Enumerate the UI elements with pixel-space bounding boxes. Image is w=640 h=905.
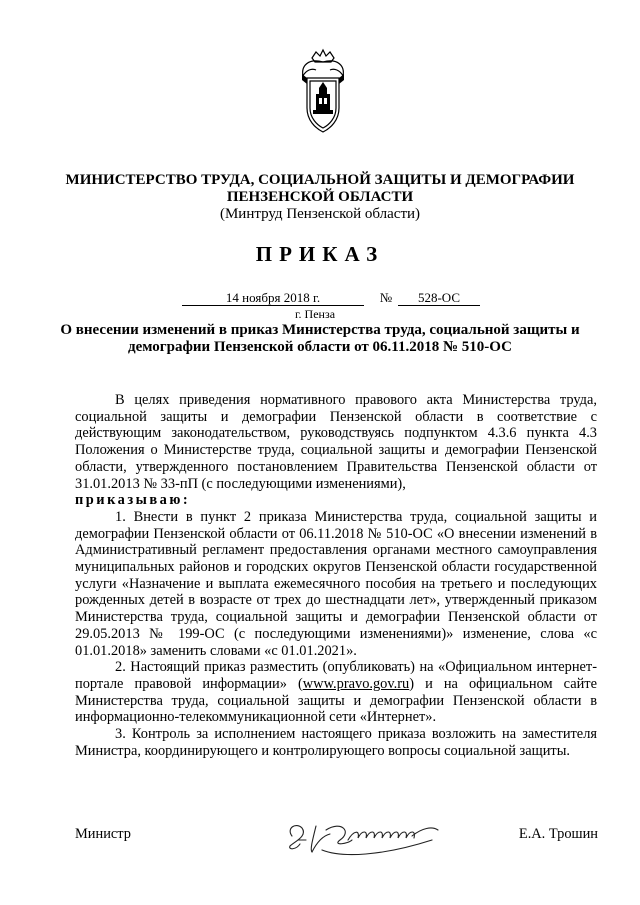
- preamble-paragraph: В целях приведения нормативного правового акта Министерства труда, социальной защиты и демографии Пензенской области в соответствие с действующим законодательством, руководствуясь подпунктом 4.3.6 пункта 4.3 Положения о Министерстве труда, социальной защиты и демографии Пензенской области, утвержденного постановлением Правительства Пензенской области от 31.01.2013 № 33-пП (с последующими изменениями),: [75, 392, 597, 492]
- signatory-name: Е.А. Трошин: [518, 826, 598, 842]
- handwritten-signature-icon: [282, 806, 442, 864]
- order-number-sign: №: [379, 290, 393, 305]
- penza-coat-of-arms-icon: [298, 48, 348, 138]
- item-2-text-before: 2. Настоящий приказ разместить (опубликовать) на «Официальном интернет-портале правовой информации» (: [75, 659, 597, 692]
- pravo-link[interactable]: www.pravo.gov.ru: [302, 675, 410, 692]
- order-number: 528-ОС: [398, 290, 480, 306]
- item-2-text-after: ) и на официальном сайте Министерства труда, социальной защиты и демографии Пензенской области в информационно-телекоммуникационной сети «Интернет».: [75, 675, 597, 726]
- ministry-short-name: (Минтруд Пензенской области): [219, 206, 421, 222]
- signatory-title: Министр: [75, 826, 131, 842]
- order-date: 14 ноября 2018 г.: [182, 290, 364, 306]
- order-body: [75, 392, 597, 759]
- order-subject: О внесении изменений в приказ Министерства труда, социальной защиты и демографии Пензенской области от 06.11.2018 № 510-ОС: [60, 322, 580, 355]
- item-3-paragraph: 3. Контроль за исполнением настоящего приказа возложить на заместителя Министра, координирующего и контролирующего вопросы социальной защиты.: [75, 726, 597, 759]
- item-1-paragraph: 1. Внести в пункт 2 приказа Министерства труда, социальной защиты и демографии Пензенской области от 06.11.2018 № 510-ОС «О внесении изменений в Административный регламент предоставления органами местного самоуправления муниципальных районов и городских округов Пензенской области государственной услуги «Назначение и выплата ежемесячного пособия на третьего и последующих рожденных детей в возрасте от трех до шестнадцати лет», утвержденный приказом Министерства труда, социальной защиты и демографии Пензенской области от 29.05.2013 № 199-ОС (с последующими изменениями)» изменение, слова «с 01.01.2018» заменить словами «с 01.01.2021».: [75, 508, 597, 659]
- document-type-title: ПРИКАЗ: [255, 242, 385, 266]
- item-2-paragraph: [75, 659, 597, 726]
- ministry-full-name: МИНИСТЕРСТВО ТРУДА, СОЦИАЛЬНОЙ ЗАЩИТЫ И ДЕМОГРАФИИ ПЕНЗЕНСКОЙ ОБЛАСТИ: [65, 172, 575, 205]
- order-city: г. Пенза: [294, 307, 336, 321]
- order-word: приказываю:: [75, 492, 191, 509]
